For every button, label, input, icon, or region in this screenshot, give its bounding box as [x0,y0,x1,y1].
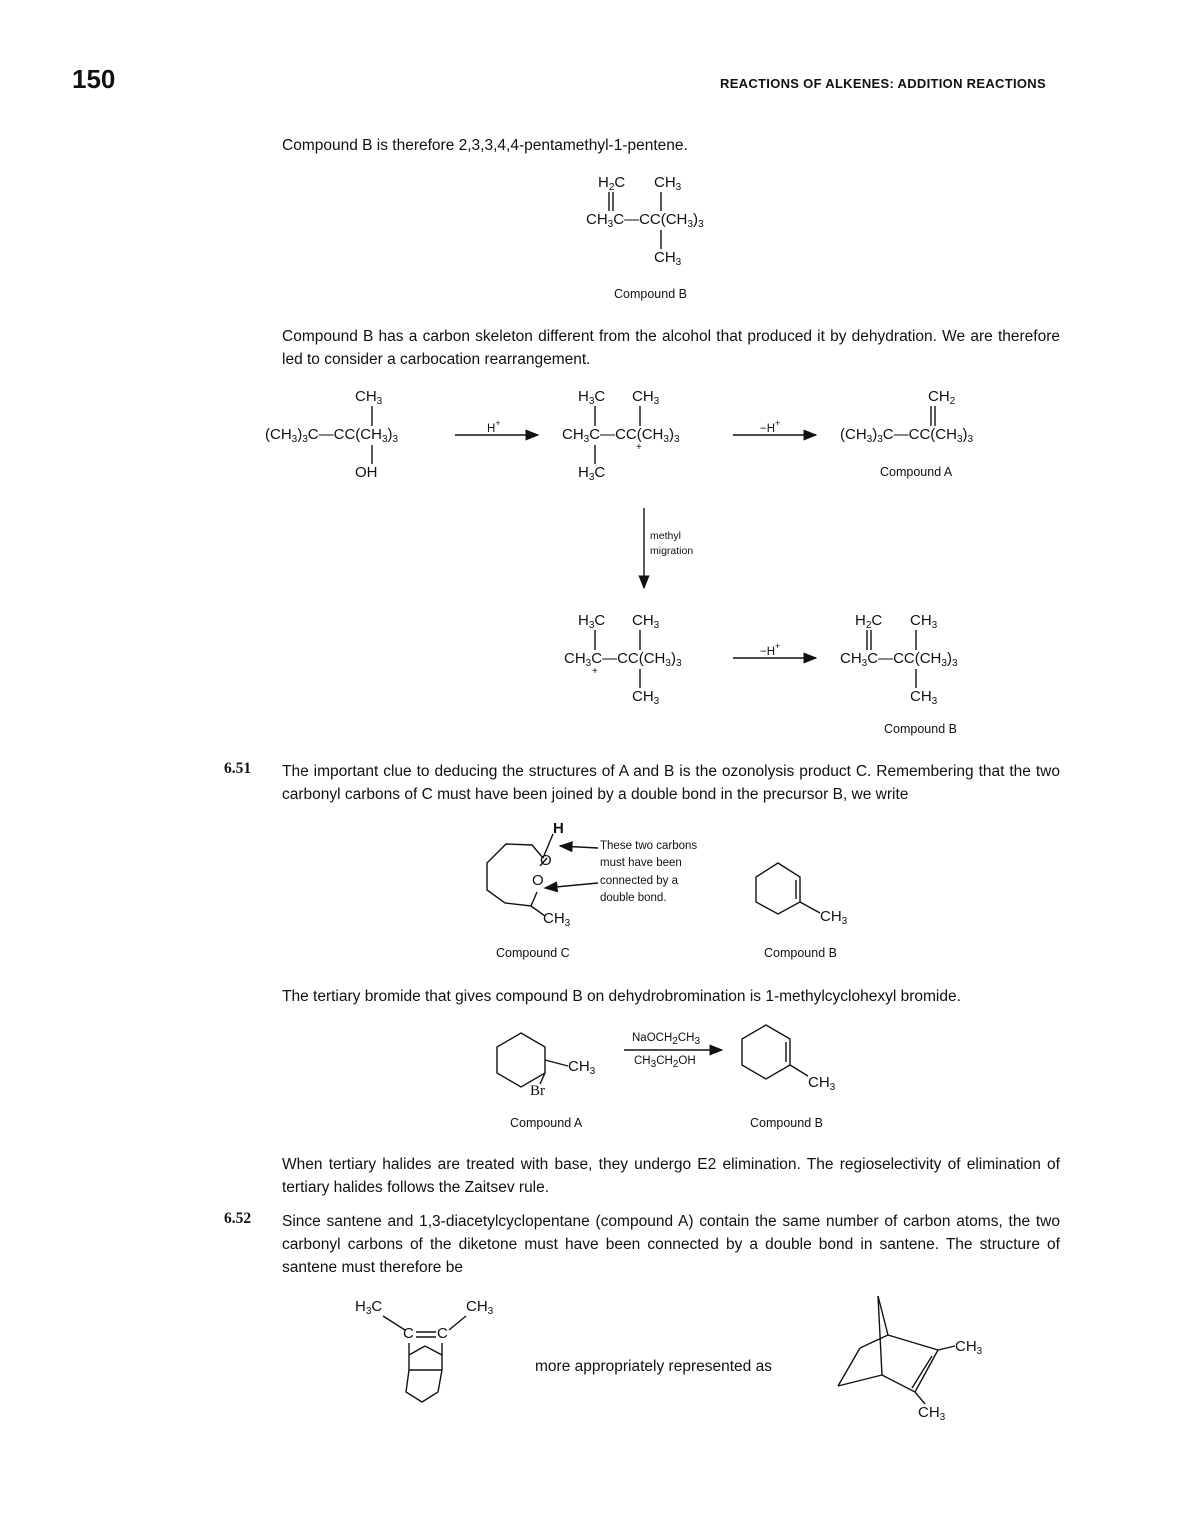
chem-label: $CH_3C—CC(CH_3)_3$ [562,426,680,445]
cation-charge: + [636,442,642,453]
chem-label: H [553,820,564,837]
chem-label: $CH_3$ [568,1058,596,1077]
middle-text: more appropriately represented as [535,1358,772,1375]
cyclohexane-ring [497,1033,545,1087]
chem-label: $CH_3$ [808,1074,836,1093]
chem-label: $H_3C$ [578,612,606,631]
chem-label: $CH_3$ [654,249,682,268]
chem-label: $(CH_3)_3C—CC(CH_3)_3$ [265,426,399,445]
chem-label: $CH_2$ [928,388,956,407]
annotation-arrow [545,883,598,888]
chem-label: $H_2C$ [598,174,626,193]
compound-b-caption: Compound B [750,1116,823,1130]
compound-a-caption: Compound A [510,1116,583,1130]
chem-label: $CH_3$ [632,388,660,407]
chem-label: $CH_3$ [543,910,571,929]
chem-label: $CH_3C—CC(CH_3)_3$ [564,650,682,669]
chem-label: O [532,872,544,889]
running-title: REACTIONS OF ALKENES: ADDITION REACTIONS [720,76,1046,91]
reagent-bottom: $CH_3CH_2OH$ [634,1055,696,1070]
chem-label: $CH_3$ [918,1404,946,1423]
arrow-label-minus-h: −H+ [760,641,781,658]
compound-b-caption: Compound B [614,287,687,301]
intro-sentence: Compound B is therefore 2,3,3,4,4-pentamethyl-1-pentene. [282,137,688,154]
chem-label: $CH_3$ [820,908,848,927]
chem-label: $H_2C$ [855,612,883,631]
annotation-arrow [560,846,598,848]
chem-label: $H_3C$ [578,464,606,483]
page-number: 150 [72,64,116,94]
cyclohexene-ring [742,1025,790,1079]
chem-label: $(CH_3)_3C—CC(CH_3)_3$ [840,426,974,445]
cation-charge: + [592,666,598,677]
chem-label: O [540,852,552,869]
ring-chain [487,844,543,906]
bromide-sentence: The tertiary bromide that gives compound B on dehydrobromination is 1-methylcyclohexyl bromide. [282,988,961,1005]
closing-paragraph: When tertiary halides are treated with base, they undergo E2 elimination. The regioselectivity of elimination of tertiary halides follows the Zaitsev rule. [282,1156,1060,1196]
migration-label: migration [650,545,694,557]
cyclohexene-ring [756,863,800,914]
annotation-line: double bond. [600,892,667,904]
annotation-line: connected by a [600,875,679,887]
chem-label: Br [530,1083,545,1099]
chem-label: $H_3C$ [578,388,606,407]
problem-number: 6.52 [224,1210,252,1227]
chem-label: $H_3C$ [355,1298,383,1317]
chem-label: $CH_3$ [466,1298,494,1317]
chem-label: $CH_3$ [355,388,383,407]
arrow-label-minus-h: −H+ [760,418,781,435]
compound-c-caption: Compound C [496,946,570,960]
compound-b-caption: Compound B [884,722,957,736]
chem-label: $CH_3$ [654,174,682,193]
chem-label: C [437,1325,448,1342]
arrow-label-h-plus: H+ [487,418,501,435]
compound-a-caption: Compound A [880,465,953,479]
annotation-line: These two carbons [600,840,698,852]
annotation-line: must have been [600,857,682,869]
reagent-top: $NaOCH_2CH_3$ [632,1032,701,1047]
chem-label: C [403,1325,414,1342]
chem-label: $CH_3$ [955,1338,983,1357]
chem-label: OH [355,464,378,481]
chem-label: $CH_3$ [910,688,938,707]
chem-label: $CH_3$ [632,612,660,631]
intro-paragraph: Compound B has a carbon skeleton different from the alcohol that produced it by dehydration. We are therefore led to consider a carbocation rearrangement. [282,328,1060,368]
problem-text: Since santene and 1,3-diacetylcyclopentane (compound A) contain the same number of carbon atoms, the two carbonyl carbons of the diketone must have been connected by a double bond in santene. The structure of santene must therefore be [282,1213,1060,1276]
problem-number: 6.51 [224,760,252,777]
chem-label: $CH_3$ [632,688,660,707]
migration-label: methyl [650,530,681,542]
chem-label: $CH_3C—CC(CH_3)_3$ [586,211,704,230]
compound-b-caption: Compound B [764,946,837,960]
problem-text: The important clue to deducing the structures of A and B is the ozonolysis product C. Remembering that the two carbonyl carbons of C must have been joined by a double bond in the precursor B, we write [282,763,1060,803]
chem-label: $CH_3C—CC(CH_3)_3$ [840,650,958,669]
chem-label: $CH_3$ [910,612,938,631]
